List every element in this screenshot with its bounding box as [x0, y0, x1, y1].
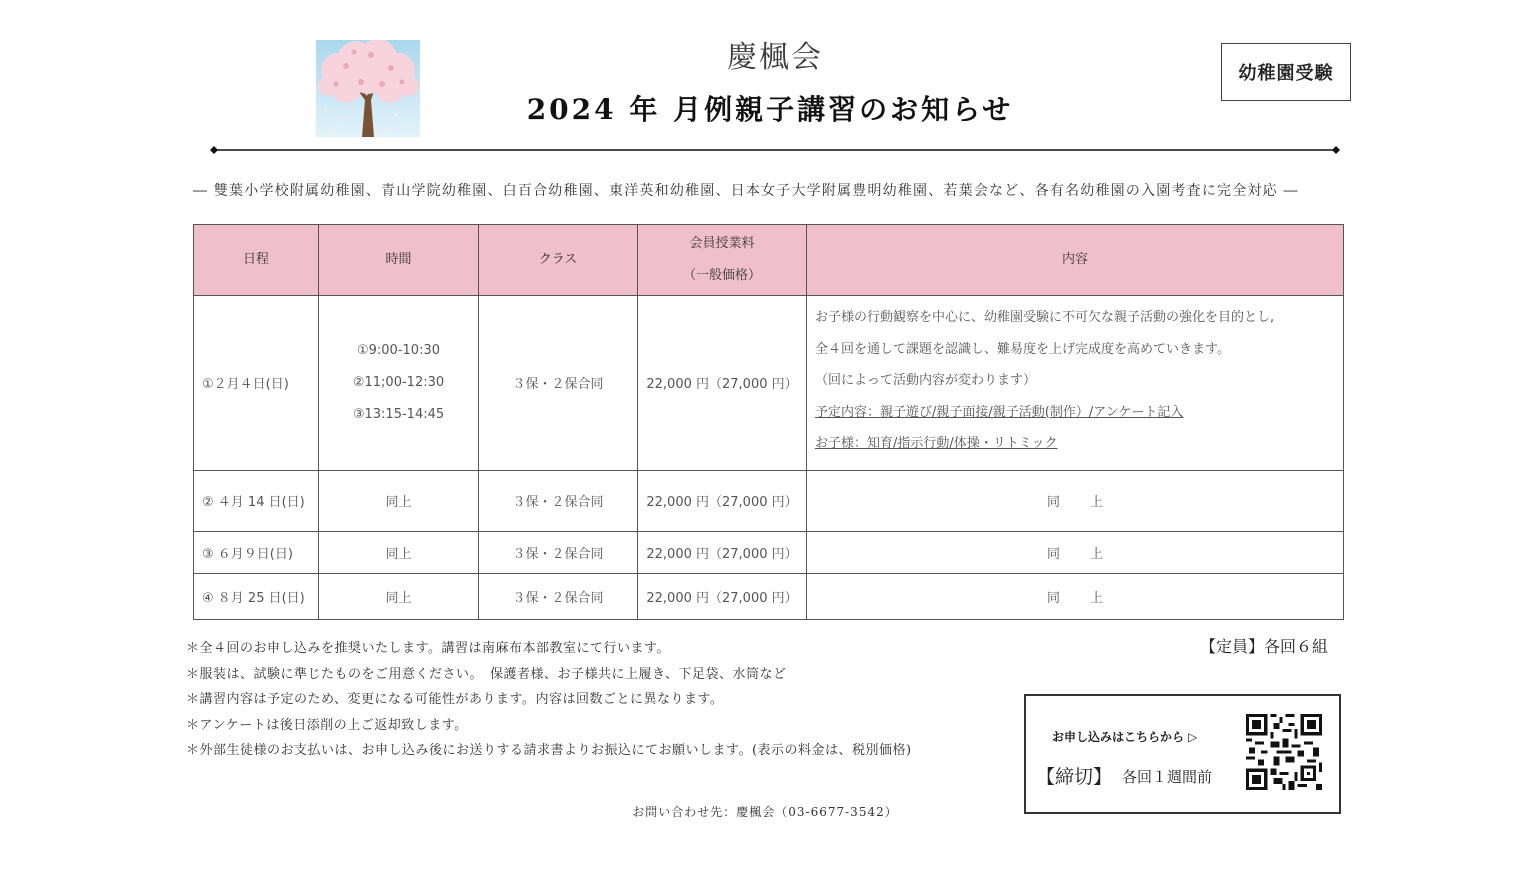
cell-content: [807, 470, 1344, 531]
header-date: 日程: [194, 225, 319, 296]
note-item: ＊全４回のお申し込みを推奨いたします。講習は南麻布本部教室にて行います。: [186, 641, 670, 656]
cell-times: [319, 296, 479, 471]
cell-date: ④ ８月 25 日(日): [194, 573, 319, 619]
cell-class: ３保・２保合同: [479, 296, 638, 471]
note-item: ＊外部生徒様のお支払いは、お申し込み後にお送りする請求書よりお振込にてお願いします。(表示の料金は、税別価格): [186, 743, 912, 758]
content-line-underlined: お子様：知育/指示行動/体操・リトミック: [815, 436, 1058, 451]
cell-fee: 22,000 円（27,000 円）: [638, 470, 807, 531]
capacity-text: 【定員】各回６組: [1200, 637, 1329, 656]
deadline-label: 【締切】: [1036, 766, 1113, 788]
header-divider: [210, 143, 1340, 157]
time-slot: ③13:15-14:45: [352, 406, 445, 422]
cell-time: 同上: [319, 470, 479, 531]
cell-fee: 22,000 円（27,000 円）: [638, 573, 807, 619]
cell-class: ３保・２保合同: [479, 470, 638, 531]
header-fee: [638, 225, 807, 296]
same-as-above: 同上: [1046, 546, 1133, 562]
cell-date: ② ４月 14 日(日): [194, 470, 319, 531]
note-item: ＊講習内容は予定のため、変更になる可能性があります。内容は回数ごとに異なります。: [186, 692, 724, 707]
deadline-value: 各回１週間前: [1122, 768, 1213, 786]
table-row: [194, 470, 1344, 531]
qr-code-icon[interactable]: [1246, 714, 1322, 790]
cell-class: ３保・２保合同: [479, 531, 638, 573]
same-as-above: 同上: [1046, 590, 1133, 606]
content-line: お子様の行動観察を中心に、幼稚園受験に不可欠な親子活動の強化を目的とし,: [815, 310, 1275, 325]
same-as-above: 同上: [1046, 495, 1133, 510]
cell-time: 同上: [319, 573, 479, 619]
contact-info: お問い合わせ先：慶楓会（03-6677-3542）: [632, 805, 898, 819]
notes-list: [186, 636, 1006, 764]
content-line: （回によって活動内容が変わります）: [815, 373, 1037, 388]
content-line-underlined: 予定内容：親子遊び/親子面接/親子活動(制作）/アンケート記入: [815, 404, 1184, 420]
table-row: [194, 573, 1344, 619]
header-content: 内容: [807, 225, 1344, 296]
cell-fee: 22,000 円（27,000 円）: [638, 296, 807, 471]
table-row: [194, 296, 1344, 471]
note-item: ＊アンケートは後日添削の上ご返却致します。: [186, 717, 468, 733]
cell-content: [807, 573, 1344, 619]
time-slot: ①9:00-10:30: [356, 342, 440, 358]
subtitle: ― 雙葉小学校附属幼稚園、青山学院幼稚園、白百合幼稚園、東洋英和幼稚園、日本女子大学附属豊明幼稚園、若葉会など、各有名幼稚園の入園考査に完全対応 ―: [193, 183, 1299, 199]
cell-date: ①２月４日(日): [194, 296, 319, 471]
category-badge: 幼稚園受験: [1221, 43, 1351, 101]
header-fee-line1: 会員授業料: [689, 236, 755, 251]
application-box: [1024, 694, 1341, 814]
time-slot: ②11;00-12:30: [352, 374, 445, 390]
cell-class: ３保・２保合同: [479, 573, 638, 619]
table-row: [194, 531, 1344, 573]
org-name: 慶楓会: [727, 40, 823, 75]
cell-fee: 22,000 円（27,000 円）: [638, 531, 807, 573]
cell-content: [807, 296, 1344, 471]
note-item: ＊服装は、試験に準じたものをご用意ください。 保護者様、お子様共に上履き、下足袋、水筒など: [186, 666, 787, 682]
cherry-blossom-tree-image: [316, 40, 420, 137]
cell-content: [807, 531, 1344, 573]
schedule-table: [193, 224, 1344, 620]
table-header-row: [194, 225, 1344, 296]
content-line: [815, 428, 1335, 460]
header-class: クラス: [479, 225, 638, 296]
cell-time: 同上: [319, 531, 479, 573]
header-fee-line2: （一般価格）: [682, 268, 761, 283]
content-line: [815, 397, 1335, 429]
content-line: 全４回を通して課題を認識し、難易度を上げ完成度を高めていきます。: [815, 341, 1230, 357]
header-time: 時間: [319, 225, 479, 296]
page-title: 2024 年 月例親子講習のお知らせ: [526, 93, 1014, 126]
cell-date: ③ ６月９日(日): [194, 531, 319, 573]
apply-label: お申し込みはこちらから ▷: [1052, 730, 1198, 744]
